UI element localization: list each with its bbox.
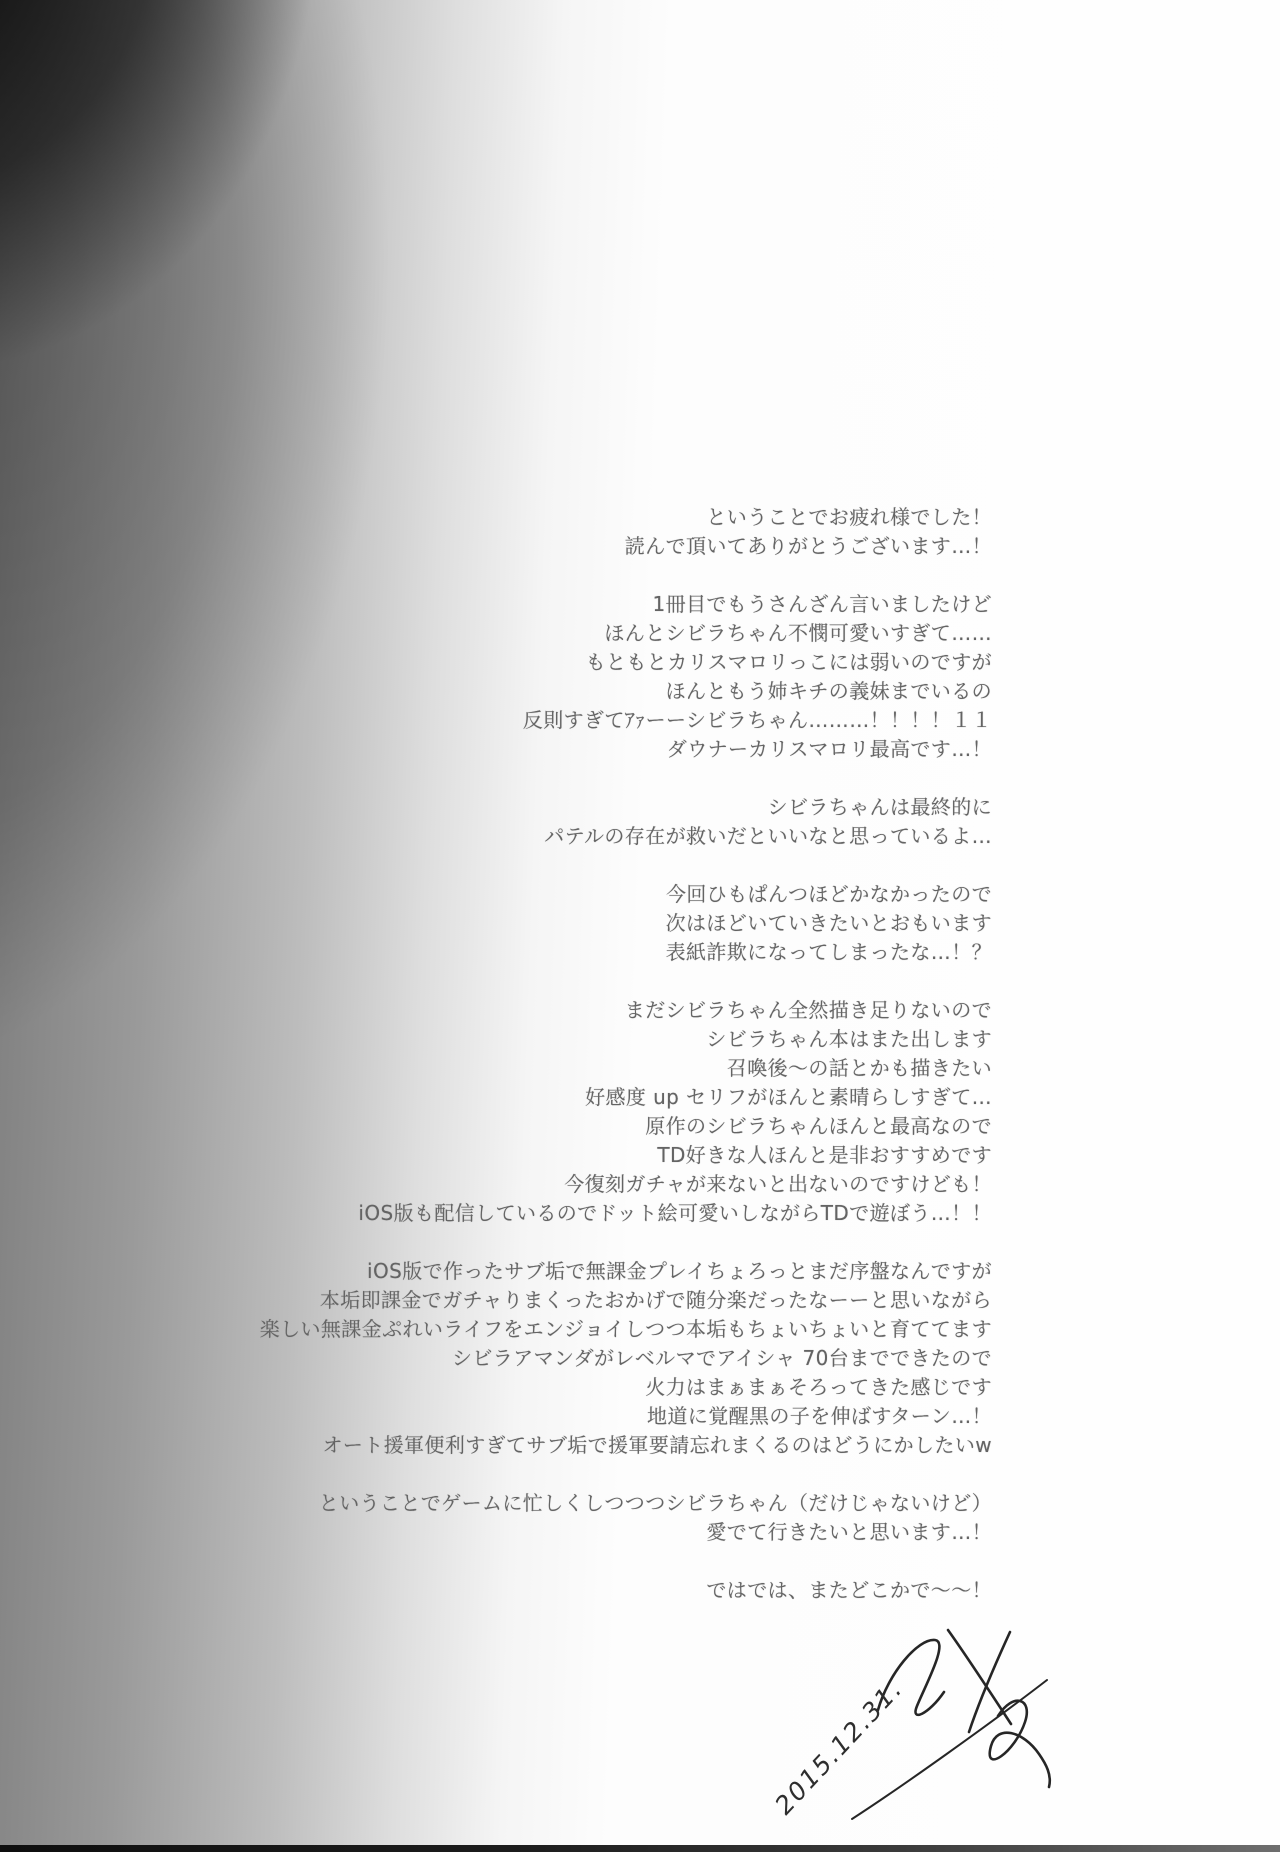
- text-line: ということでお疲れ様でした！: [706, 505, 992, 529]
- text-line: 次はほどいていきたいとおもいます: [665, 911, 992, 935]
- text-line: 読んで頂いてありがとうございます…！: [624, 534, 992, 558]
- text-line: 地道に覚醒黒の子を伸ばすターン…！: [647, 1404, 992, 1428]
- text-line: シビラちゃん本はまた出します: [706, 1027, 992, 1051]
- paragraph-wish: [260, 793, 992, 851]
- text-line: もともとカリスマロリっこには弱いのですが: [585, 650, 992, 674]
- paragraph-closing: [260, 1489, 992, 1547]
- text-line: 召喚後～の話とかも描きたい: [726, 1056, 992, 1080]
- text-line: 原作のシビラちゃんほんと最高なので: [645, 1114, 992, 1138]
- text-line: 反則すぎてｱｧーーシビラちゃん………！！！！１１: [522, 708, 992, 732]
- paragraph-thanks: [260, 503, 992, 561]
- text-line: iOS版も配信しているのでドット絵可愛いしながらTDで遊ぼう…！！: [358, 1201, 992, 1225]
- text-line: TD好きな人ほんと是非おすすめです: [657, 1143, 992, 1167]
- text-line: 今復刻ガチャが来ないと出ないのですけども！: [564, 1172, 992, 1196]
- text-line: ではでは、またどこかで～～！: [706, 1578, 992, 1602]
- paragraph-game-account: [260, 1257, 992, 1460]
- paragraph-character: [260, 590, 992, 764]
- text-line: オート援軍便利すぎてサブ垢で援軍要請忘れまくるのはどうにかしたいw: [322, 1433, 992, 1457]
- scan-bottom-edge: [0, 1845, 1280, 1852]
- text-line: 表紙詐欺になってしまったな…！？: [665, 940, 992, 964]
- artist-signature: [740, 1612, 1080, 1847]
- paragraph-next-book: [260, 996, 992, 1228]
- signature-scribble: [740, 1612, 1080, 1847]
- text-line: ほんともう姉キチの義妹までいるの: [665, 679, 992, 703]
- text-line: シビラちゃんは最終的に: [767, 795, 992, 819]
- text-line: 好感度 up セリフがほんと素晴らしすぎて…: [585, 1085, 992, 1109]
- farewell-line: [260, 1576, 992, 1605]
- text-line: 楽しい無課金ぷれいライフをエンジョイしつつ本垢もちょいちょいと育ててます: [259, 1317, 992, 1341]
- afterword-text: [260, 503, 992, 1605]
- text-line: まだシビラちゃん全然描き足りないので: [624, 998, 992, 1022]
- paragraph-cover: [260, 880, 992, 967]
- text-line: 愛でて行きたいと思います…！: [706, 1520, 992, 1544]
- text-line: ということでゲームに忙しくしつつつシビラちゃん（だけじゃないけど）: [318, 1491, 992, 1515]
- text-line: iOS版で作ったサブ垢で無課金プレイちょろっとまだ序盤なんですが: [367, 1259, 992, 1283]
- text-line: ダウナーカリスマロリ最高です…！: [666, 737, 992, 761]
- signature-date: 2015.12.31.: [769, 1673, 909, 1821]
- text-line: 本垢即課金でガチャりまくったおかげで随分楽だったなーーと思いながら: [319, 1288, 992, 1312]
- text-line: 1冊目でもうさんざん言いましたけど: [652, 592, 992, 616]
- text-line: シビラアマンダがレベルマでアイシャ 70台までできたので: [451, 1346, 992, 1370]
- text-line: パテルの存在が救いだといいなと思っているよ…: [544, 824, 992, 848]
- text-line: 今回ひもぱんつほどかなかったので: [666, 882, 992, 906]
- text-line: ほんとシビラちゃん不憫可愛いすぎて……: [604, 621, 992, 645]
- text-line: 火力はまぁまぁそろってきた感じです: [645, 1375, 992, 1399]
